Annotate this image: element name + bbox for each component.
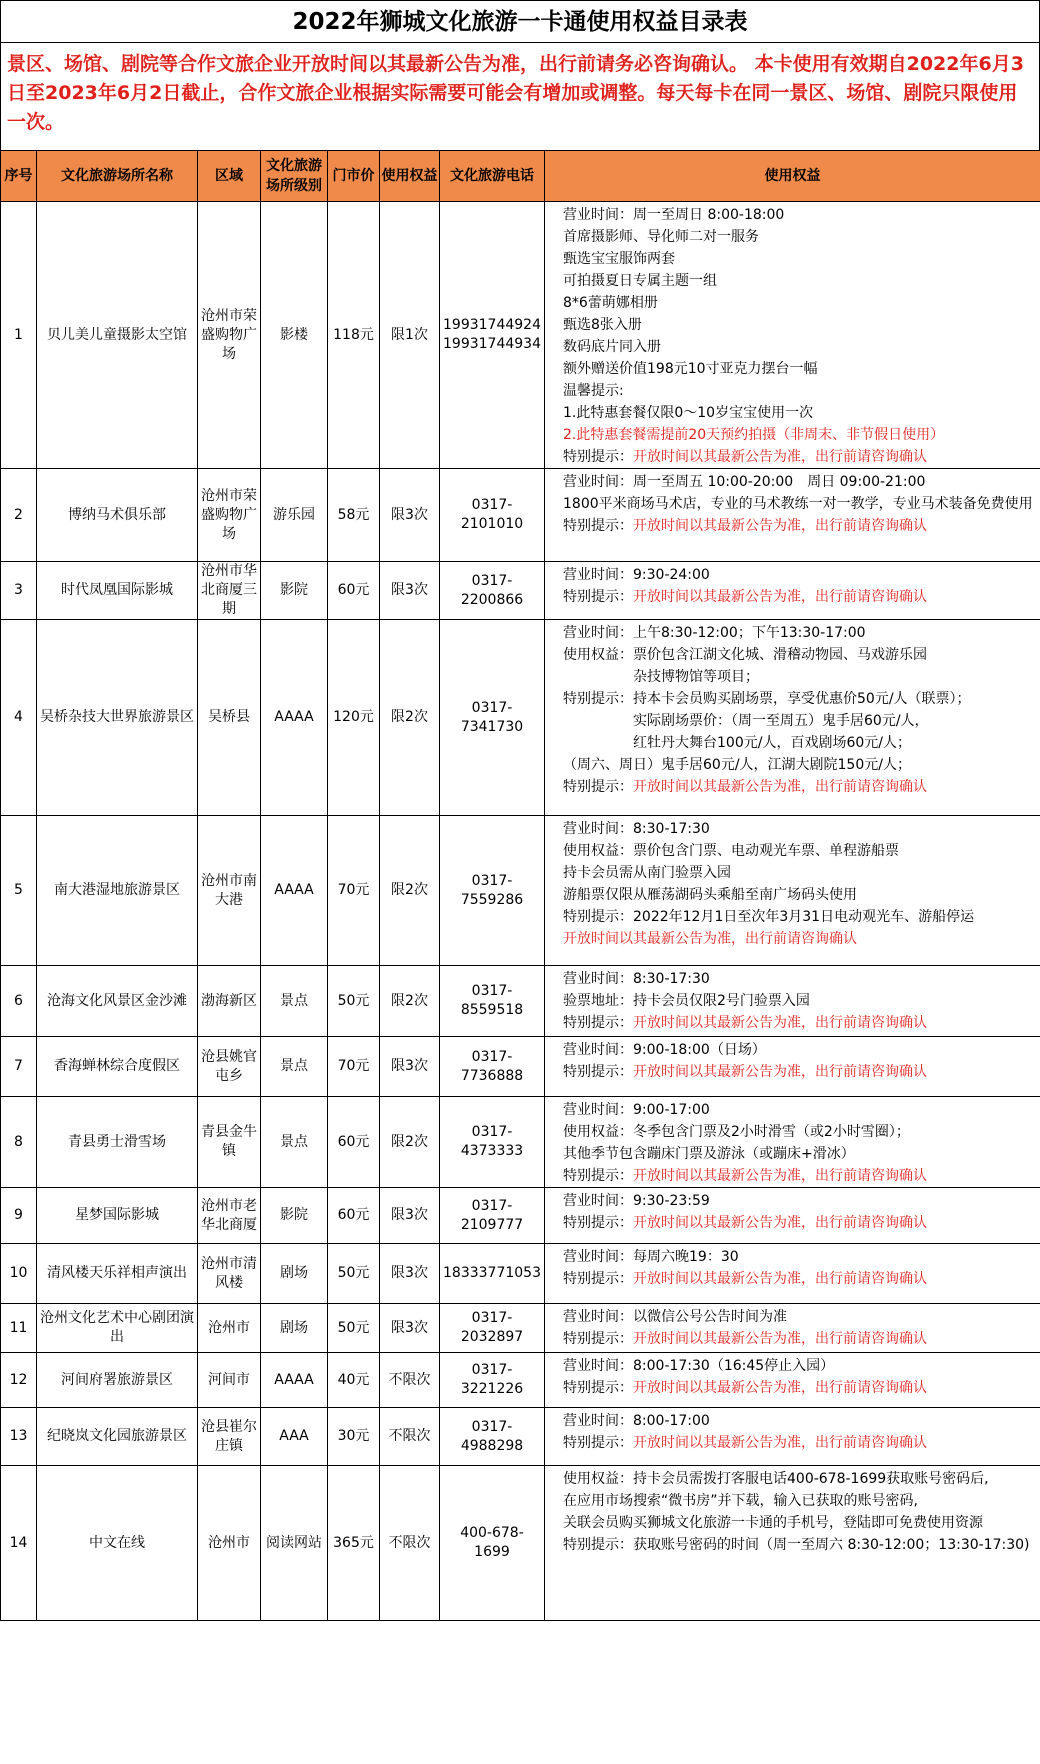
venue-area: 沧州市清风楼 [198, 1244, 261, 1304]
benefit-line: 验票地址：持卡会员仅限2号门验票入园 [563, 993, 810, 1009]
usage-limit: 限3次 [380, 1244, 440, 1304]
benefit-line [563, 1328, 1036, 1350]
row-no: 10 [1, 1244, 37, 1304]
row-no: 9 [1, 1188, 37, 1244]
benefit-line: 在应用市场搜索“微书房”并下载，输入已获取的账号密码, [563, 1493, 918, 1509]
venue-phone: 400-678-1699 [440, 1466, 545, 1621]
notice-warning: 开放时间以其最新公告为准，出行前请咨询确认 [633, 1435, 927, 1451]
venue-price: 70元 [328, 816, 380, 966]
table-row [1, 966, 1040, 1037]
table-row [1, 620, 1040, 816]
benefit-details [545, 1466, 1040, 1621]
venue-price: 60元 [328, 562, 380, 620]
notice-prefix: 特别提示： [563, 1168, 633, 1184]
benefit-line: 营业时间：9:30-23:59 [563, 1193, 710, 1209]
table-row [1, 1188, 1040, 1244]
benefit-details [545, 1304, 1040, 1353]
benefit-line: 营业时间：9:30-24:00 [563, 567, 710, 583]
notice-warning: 开放时间以其最新公告为准，出行前请咨询确认 [633, 1215, 927, 1231]
benefit-line: 甄选宝宝服饰两套 [563, 251, 675, 267]
notice-prefix: 特别提示： [563, 1271, 633, 1287]
benefit-details [545, 1188, 1040, 1244]
venue-level: 影院 [261, 1188, 328, 1244]
notice-warning: 开放时间以其最新公告为准，出行前请咨询确认 [633, 449, 927, 465]
benefit-line: 营业时间：上午8:30-12:00；下午13:30-17:00 [563, 625, 866, 641]
table-row [1, 1304, 1040, 1353]
benefit-line: 额外赠送价值198元10寸亚克力摆台一幅 [563, 361, 818, 377]
notice-warning: 开放时间以其最新公告为准，出行前请咨询确认 [633, 1015, 927, 1031]
benefit-line [563, 1377, 1036, 1399]
row-no: 11 [1, 1304, 37, 1353]
benefit-line: 1.此特惠套餐仅限0～10岁宝宝使用一次 [563, 405, 814, 421]
venue-name: 青县勇士滑雪场 [37, 1097, 198, 1188]
usage-limit: 限3次 [380, 1188, 440, 1244]
benefit-details [545, 562, 1040, 620]
venue-price: 50元 [328, 1304, 380, 1353]
notice-prefix: 特别提示： [563, 589, 633, 605]
notice-warning: 开放时间以其最新公告为准，出行前请咨询确认 [633, 518, 927, 534]
benefit-line: 开放时间以其最新公告为准，出行前请咨询确认 [563, 931, 857, 947]
header-price: 门市价 [328, 151, 380, 202]
venue-level: 景点 [261, 966, 328, 1037]
notice-prefix: 特别提示： [563, 1015, 633, 1031]
table-row [1, 1037, 1040, 1097]
venue-name: 中文在线 [37, 1466, 198, 1621]
benefit-line [563, 1212, 1036, 1234]
benefit-line: 特别提示：获取账号密码的时间（周一至周六 8:30-12:00；13:30-17:30) [563, 1537, 1030, 1553]
venue-price: 50元 [328, 1244, 380, 1304]
venue-level: AAA [261, 1408, 328, 1466]
row-no: 14 [1, 1466, 37, 1621]
table-row [1, 1353, 1040, 1408]
row-no: 12 [1, 1353, 37, 1408]
venue-area: 沧州市荣盛购物广场 [198, 469, 261, 562]
venue-name: 沧海文化风景区金沙滩 [37, 966, 198, 1037]
benefit-line [563, 586, 1036, 608]
header-benefits: 使用权益 [545, 151, 1040, 202]
venue-level: 剧场 [261, 1244, 328, 1304]
benefit-line: 营业时间：8:00-17:00 [563, 1413, 710, 1429]
notice-warning: 开放时间以其最新公告为准，出行前请咨询确认 [633, 1331, 927, 1347]
benefit-line: 营业时间：以微信公号公告时间为准 [563, 1309, 787, 1325]
venue-area: 吴桥县 [198, 620, 261, 816]
venue-phone: 0317-8559518 [440, 966, 545, 1037]
benefit-details [545, 1353, 1040, 1408]
benefit-line [563, 1165, 1036, 1187]
benefit-line [563, 1268, 1036, 1290]
venue-area: 沧州市华北商厦三期 [198, 562, 261, 620]
header-area: 区域 [198, 151, 261, 202]
venue-phone: 0317-2101010 [440, 469, 545, 562]
benefit-line: 甄选8张入册 [563, 317, 642, 333]
usage-limit: 限2次 [380, 1097, 440, 1188]
row-no: 13 [1, 1408, 37, 1466]
venue-level: 游乐园 [261, 469, 328, 562]
benefit-line [563, 1012, 1036, 1034]
venue-level: 景点 [261, 1097, 328, 1188]
venue-area: 沧州市 [198, 1304, 261, 1353]
notice-prefix: 特别提示： [563, 1215, 633, 1231]
benefit-details [545, 1037, 1040, 1097]
header-name: 文化旅游场所名称 [37, 151, 198, 202]
benefit-line: 可拍摄夏日专属主题一组 [563, 273, 717, 289]
venue-name: 星梦国际影城 [37, 1188, 198, 1244]
benefit-line [563, 776, 1036, 798]
notice-warning: 开放时间以其最新公告为准，出行前请咨询确认 [633, 1168, 927, 1184]
notice-prefix: 特别提示： [563, 779, 633, 795]
notice-warning: 开放时间以其最新公告为准，出行前请咨询确认 [633, 1380, 927, 1396]
venue-name: 沧州文化艺术中心剧团演出 [37, 1304, 198, 1353]
venue-name: 南大港湿地旅游景区 [37, 816, 198, 966]
benefit-line: 其他季节包含蹦床门票及游泳（或蹦床+滑冰） [563, 1146, 855, 1162]
header-limit: 使用权益 [380, 151, 440, 202]
venue-area: 青县金牛镇 [198, 1097, 261, 1188]
page-title: 2022年狮城文化旅游一卡通使用权益目录表 [0, 0, 1040, 42]
benefit-line: 使用权益：票价包含江湖文化城、滑稽动物园、马戏游乐园 [563, 647, 927, 663]
venue-price: 120元 [328, 620, 380, 816]
venue-name: 纪晓岚文化园旅游景区 [37, 1408, 198, 1466]
venue-name: 贝儿美儿童摄影太空馆 [37, 202, 198, 469]
venue-phone: 0317-4988298 [440, 1408, 545, 1466]
venue-level: 阅读网站 [261, 1466, 328, 1621]
benefit-line: 游船票仅限从雁荡湖码头乘船至南广场码头使用 [563, 887, 857, 903]
benefit-line: 1800平米商场马术店，专业的马术教练一对一教学，专业马术装备免费使用 [563, 496, 1033, 512]
venue-name: 吴桥杂技大世界旅游景区 [37, 620, 198, 816]
table-row [1, 1097, 1040, 1188]
venue-phone: 0317-7736888 [440, 1037, 545, 1097]
venue-name: 时代凤凰国际影城 [37, 562, 198, 620]
venue-level: 影楼 [261, 202, 328, 469]
benefit-line [563, 515, 1036, 537]
row-no: 2 [1, 469, 37, 562]
venue-price: 365元 [328, 1466, 380, 1621]
venue-area: 河间市 [198, 1353, 261, 1408]
row-no: 7 [1, 1037, 37, 1097]
benefit-line: 首席摄影师、导化师二对一服务 [563, 229, 759, 245]
usage-limit: 限3次 [380, 1037, 440, 1097]
notice-prefix: 特别提示： [563, 449, 633, 465]
venue-area: 沧州市 [198, 1466, 261, 1621]
table-row [1, 1466, 1040, 1621]
venue-level: 影院 [261, 562, 328, 620]
venue-price: 60元 [328, 1097, 380, 1188]
table-row [1, 562, 1040, 620]
header-phone: 文化旅游电话 [440, 151, 545, 202]
venue-level: AAAA [261, 620, 328, 816]
benefits-table [0, 150, 1040, 1621]
table-row [1, 1408, 1040, 1466]
benefit-details [545, 202, 1040, 469]
notice-prefix: 特别提示： [563, 518, 633, 534]
benefit-line: 关联会员购买狮城文化旅游一卡通的手机号，登陆即可免费使用资源 [563, 1515, 983, 1531]
header-level: 文化旅游场所级别 [261, 151, 328, 202]
benefit-line: 特别提示：2022年12月1日至次年3月31日电动观光车、游船停运 [563, 909, 975, 925]
venue-level: AAAA [261, 816, 328, 966]
venue-area: 沧州市老华北商厦 [198, 1188, 261, 1244]
table-row [1, 202, 1040, 469]
venue-phone: 0317-7341730 [440, 620, 545, 816]
venue-phone: 0317-2032897 [440, 1304, 545, 1353]
venue-price: 70元 [328, 1037, 380, 1097]
benefit-line: （周六、周日）鬼手居60元/人，江湖大剧院150元/人； [563, 757, 911, 773]
benefit-details [545, 966, 1040, 1037]
venue-name: 博纳马术俱乐部 [37, 469, 198, 562]
venue-name: 香海蝉林综合度假区 [37, 1037, 198, 1097]
venue-price: 50元 [328, 966, 380, 1037]
benefit-line [563, 446, 1036, 468]
notice-prefix: 特别提示： [563, 1331, 633, 1347]
venue-price: 30元 [328, 1408, 380, 1466]
benefit-details [545, 816, 1040, 966]
benefit-line [563, 1061, 1036, 1083]
row-no: 4 [1, 620, 37, 816]
benefit-line: 营业时间：9:00-18:00（日场） [563, 1042, 766, 1058]
usage-limit: 不限次 [380, 1466, 440, 1621]
venue-phone: 0317-3221226 [440, 1353, 545, 1408]
notice-prefix: 特别提示： [563, 1064, 633, 1080]
notice-warning: 开放时间以其最新公告为准，出行前请咨询确认 [633, 589, 927, 605]
benefit-line: 红牡丹大舞台100元/人，百戏剧场60元/人； [633, 735, 911, 751]
benefit-line: 营业时间：8:30-17:30 [563, 821, 710, 837]
venue-level: 剧场 [261, 1304, 328, 1353]
table-header-row [1, 151, 1040, 202]
venue-area: 沧州市南大港 [198, 816, 261, 966]
venue-phone: 0317-2200866 [440, 562, 545, 620]
venue-phone: 0317-4373333 [440, 1097, 545, 1188]
benefit-details [545, 1244, 1040, 1304]
benefit-line: 实际剧场票价：（周一至周五）鬼手居60元/人， [633, 713, 929, 729]
usage-limit: 限2次 [380, 620, 440, 816]
venue-area: 沧县姚官屯乡 [198, 1037, 261, 1097]
venue-area: 渤海新区 [198, 966, 261, 1037]
venue-name: 清风楼天乐祥相声演出 [37, 1244, 198, 1304]
benefit-line: 特别提示：持本卡会员购买剧场票，享受优惠价50元/人（联票）； [563, 691, 971, 707]
benefit-line: 杂技博物馆等项目； [633, 669, 759, 685]
venue-level: AAAA [261, 1353, 328, 1408]
benefit-line: 使用权益：冬季包含门票及2小时滑雪（或2小时雪圈）； [563, 1124, 910, 1140]
usage-limit: 不限次 [380, 1353, 440, 1408]
benefit-details [545, 620, 1040, 816]
benefit-line: 营业时间：8:00-17:30（16:45停止入园） [563, 1358, 835, 1374]
venue-price: 58元 [328, 469, 380, 562]
benefit-line: 营业时间：周一至周日 8:00-18:00 [563, 207, 785, 223]
benefit-line: 数码底片同入册 [563, 339, 661, 355]
venue-area: 沧州市荣盛购物广场 [198, 202, 261, 469]
notice-warning: 开放时间以其最新公告为准，出行前请咨询确认 [633, 779, 927, 795]
usage-limit: 不限次 [380, 1408, 440, 1466]
notice-prefix: 特别提示： [563, 1435, 633, 1451]
row-no: 5 [1, 816, 37, 966]
venue-price: 118元 [328, 202, 380, 469]
usage-limit: 限3次 [380, 562, 440, 620]
usage-limit: 限1次 [380, 202, 440, 469]
venue-price: 40元 [328, 1353, 380, 1408]
venue-level: 景点 [261, 1037, 328, 1097]
notice-banner: 景区、场馆、剧院等合作文旅企业开放时间以其最新公告为准，出行前请务必咨询确认。 本卡使用有效期自2022年6月3日至2023年6月2日截止，合作文旅企业根据实际需要可能会有增加或调整。每天每卡在同一景区、场馆、剧院只限使用一次。 [0, 42, 1040, 150]
venue-phone: 19931744924 19931744934 [440, 202, 545, 469]
venue-phone: 0317-2109777 [440, 1188, 545, 1244]
benefit-line: 使用权益：票价包含门票、电动观光车票、单程游船票 [563, 843, 899, 859]
row-no: 1 [1, 202, 37, 469]
row-no: 3 [1, 562, 37, 620]
usage-limit: 限3次 [380, 469, 440, 562]
row-no: 6 [1, 966, 37, 1037]
venue-phone: 18333771053 [440, 1244, 545, 1304]
usage-limit: 限2次 [380, 966, 440, 1037]
benefit-line: 2.此特惠套餐需提前20天预约拍摄（非周末、非节假日使用） [563, 427, 945, 443]
benefit-line: 8*6蕾萌娜相册 [563, 295, 658, 311]
table-row [1, 469, 1040, 562]
venue-area: 沧县崔尔庄镇 [198, 1408, 261, 1466]
benefit-details [545, 469, 1040, 562]
notice-prefix: 特别提示： [563, 1380, 633, 1396]
benefit-line: 温馨提示: [563, 383, 624, 399]
table-row [1, 816, 1040, 966]
venue-price: 60元 [328, 1188, 380, 1244]
notice-warning: 开放时间以其最新公告为准，出行前请咨询确认 [633, 1064, 927, 1080]
benefit-details [545, 1408, 1040, 1466]
benefit-line: 营业时间：9:00-17:00 [563, 1102, 710, 1118]
benefit-line [563, 1432, 1036, 1454]
header-no: 序号 [1, 151, 37, 202]
benefit-line: 营业时间：每周六晚19：30 [563, 1249, 739, 1265]
benefit-line: 营业时间：周一至周五 10:00-20:00 周日 09:00-21:00 [563, 474, 926, 490]
benefit-details [545, 1097, 1040, 1188]
notice-warning: 开放时间以其最新公告为准，出行前请咨询确认 [633, 1271, 927, 1287]
venue-name: 河间府署旅游景区 [37, 1353, 198, 1408]
benefit-line: 持卡会员需从南门验票入园 [563, 865, 731, 881]
usage-limit: 限3次 [380, 1304, 440, 1353]
usage-limit: 限2次 [380, 816, 440, 966]
benefit-line: 营业时间：8:30-17:30 [563, 971, 710, 987]
table-row [1, 1244, 1040, 1304]
benefit-line: 使用权益：持卡会员需拨打客服电话400-678-1699获取账号密码后, [563, 1471, 989, 1487]
venue-phone: 0317-7559286 [440, 816, 545, 966]
row-no: 8 [1, 1097, 37, 1188]
